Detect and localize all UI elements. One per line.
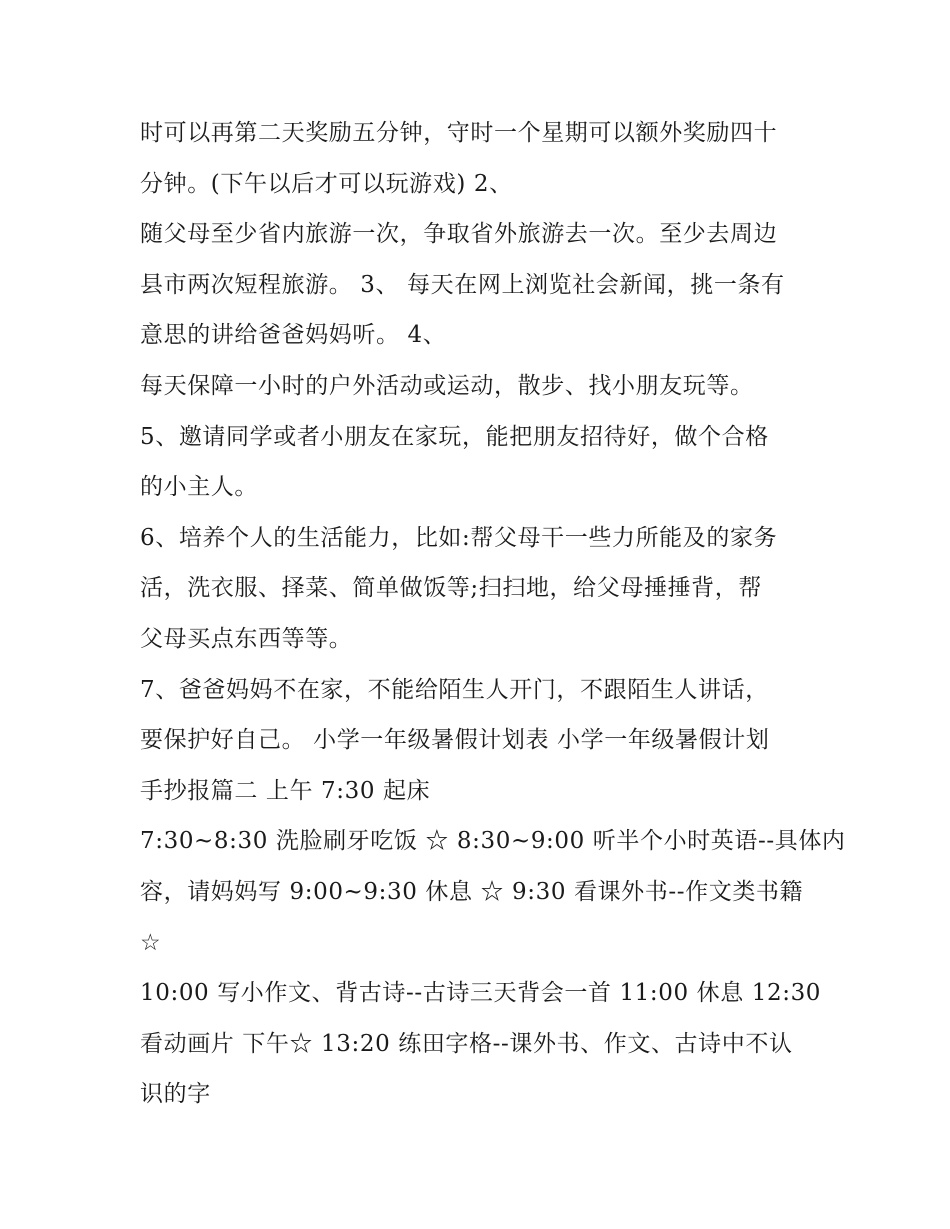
text-line: 活，洗衣服、择菜、简单做饭等;扫扫地，给父母捶捶背，帮 [140, 575, 762, 602]
text-line: 每天保障一小时的户外活动或运动，散步、找小朋友玩等。 [140, 372, 754, 399]
text-line: 父母买点东西等等。 [140, 625, 353, 652]
text-line: 时可以再第二天奖励五分钟，守时一个星期可以额外奖励四十 [140, 120, 778, 146]
text-line: 看动画片 下午☆ 13:20 练田字格--课外书、作文、古诗中不认 [140, 1030, 793, 1057]
text-line: 容，请妈妈写 9:00~9:30 休息 ☆ 9:30 看课外书--作文类书籍 [140, 878, 804, 905]
text-line: 10:00 写小作文、背古诗--古诗三天背会一首 11:00 休息 12:30 [140, 980, 822, 1007]
text-line: 7、爸爸妈妈不在家，不能给陌生人开门，不跟陌生人讲话， [140, 676, 769, 703]
text-line: ☆ [140, 929, 162, 956]
text-line: 识的字 [140, 1081, 211, 1108]
text-line: 的小主人。 [140, 474, 258, 501]
text-line: 要保护好自己。 小学一年级暑假计划表 小学一年级暑假计划 [140, 727, 770, 754]
text-line: 5、邀请同学或者小朋友在家玩，能把朋友招待好，做个合格 [140, 423, 769, 450]
text-line: 分钟。(下午以后才可以玩游戏) 2、 [140, 170, 513, 197]
text-line: 6、培养个人的生活能力，比如:帮父母干一些力所能及的家务 [140, 524, 778, 551]
text-line: 意思的讲给爸爸妈妈听。 4、 [140, 322, 447, 349]
text-line: 7:30~8:30 洗脸刷牙吃饭 ☆ 8:30~9:00 听半个小时英语--具体内 [140, 828, 846, 855]
text-line: 手抄报篇二 上午 7:30 起床 [140, 777, 431, 804]
text-line: 县市两次短程旅游。 3、 每天在网上浏览社会新闻，挑一条有 [140, 271, 785, 298]
document-body [140, 108, 846, 1120]
text-line: 随父母至少省内旅游一次，争取省外旅游去一次。至少去周边 [140, 221, 778, 248]
